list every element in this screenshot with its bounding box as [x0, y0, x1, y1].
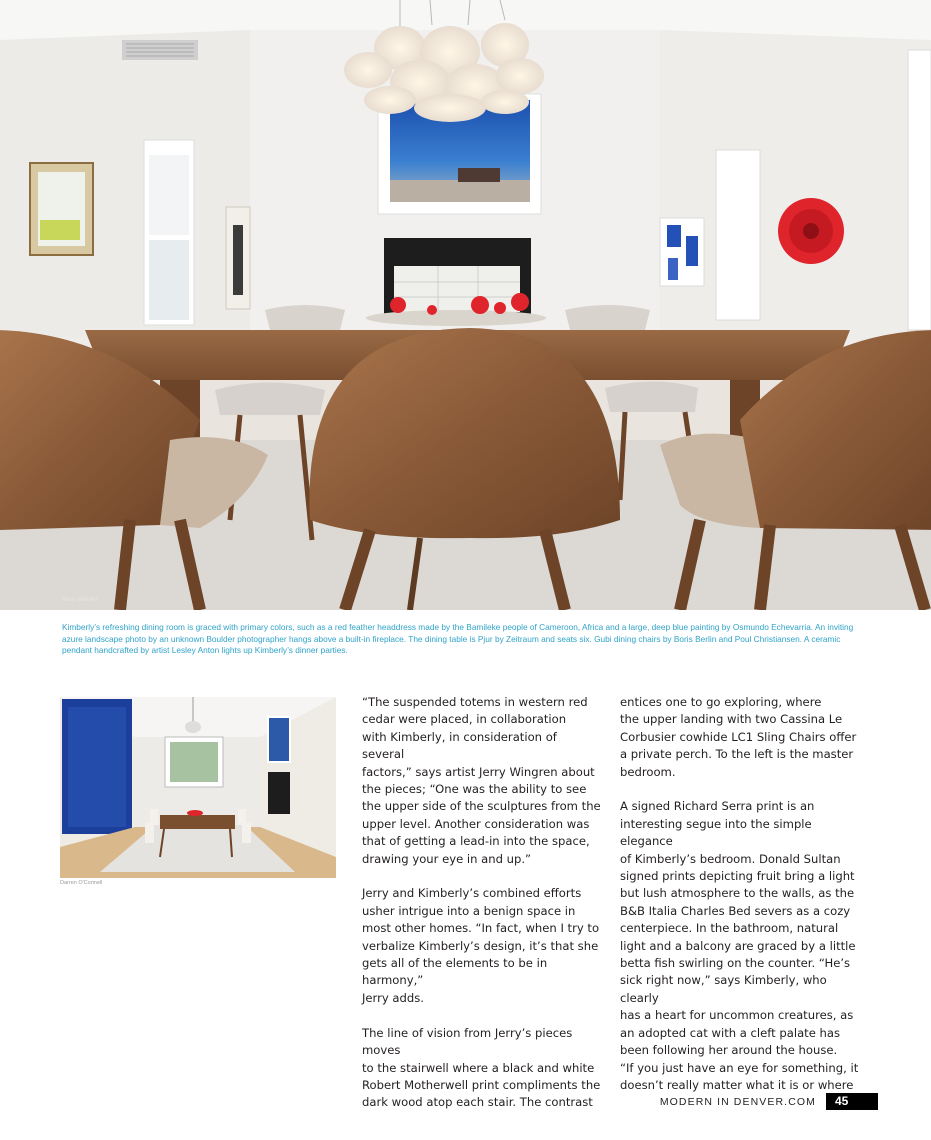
photo-credit: Paul Winner [62, 597, 98, 603]
article-column-1 [362, 694, 602, 1129]
site-name: MODERN IN DENVER.COM [659, 1095, 816, 1108]
dining-room-overview-illustration [60, 697, 336, 878]
paragraph: “The suspended totems in western red cedar were placed, in collaboration with Kimberly, in consideration of several factors,” says artist Jerry Wingren about the pieces; “One was the ability to see the upper side of the sculptures from the upper level. Another consideration was that of getting a lead-in into the space, drawing your eye in and up.” [362, 695, 601, 866]
paragraph: The line of vision from Jerry’s pieces moves to the stairwell where a black and white Robert Motherwell print compliments the dark wood atop each stair. The contrast [362, 1025, 601, 1110]
inset-photo [60, 697, 336, 878]
page-footer [660, 1093, 878, 1110]
paragraph: entices one to go exploring, where the upper landing with two Cassina Le Corbusier cowhide LC1 Sling Chairs offer a private perch. To the left is the master bedroom. [620, 695, 857, 779]
window-right [716, 150, 760, 320]
inset-dining-table [160, 815, 235, 829]
paragraph: A signed Richard Serra print is an interesting segue into the simple elegance of Kimberly’s bedroom. Donald Sultan signed prints depicting fruit bring a light but lush atmosphere to the walls, as the B&B Italia Charles Bed severs as a cozy centerpiece. In the bathroom, natural light and a balcony are graced by a little betta fish swirling on the counter. “He’s sick right now,” says Kimberly, who clearly has a heart for uncommon creatures, as an adopted cat with a cleft palate has been following her around the house. “If you just have an eye for something, it doesn’t really matter what it is or where [620, 799, 859, 1092]
ceiling-vent [122, 40, 198, 60]
paragraph: Jerry and Kimberly’s combined efforts usher intrigue into a benign space in most other homes. “In fact, when I try to verbalize Kimberly’s design, it’s that she gets all of the elements to be in harmony,” Jerry adds. [362, 886, 600, 1005]
page-number: 45 [826, 1093, 878, 1110]
article-column-2 [620, 694, 865, 1112]
inset-photo-credit: Darren O'Connell [60, 880, 103, 886]
photo-caption: Kimberly’s refreshing dining room is graced with primary colors, such as a red feather headdress made by the Bamileke people of Cameroon, Africa and a large, deep blue painting by Osmundo Echevarria. An inviting azure landscape photo by an unknown Boulder photographer hangs above a built-in fireplace. The dining table is Pjur by Zeitraum and seats six. Gubi dining chairs by Boris Berlin and Poul Christiansen. A ceramic pendant handcrafted by artist Lesley Anton lights up Kimberly’s dinner parties. [62, 622, 854, 655]
